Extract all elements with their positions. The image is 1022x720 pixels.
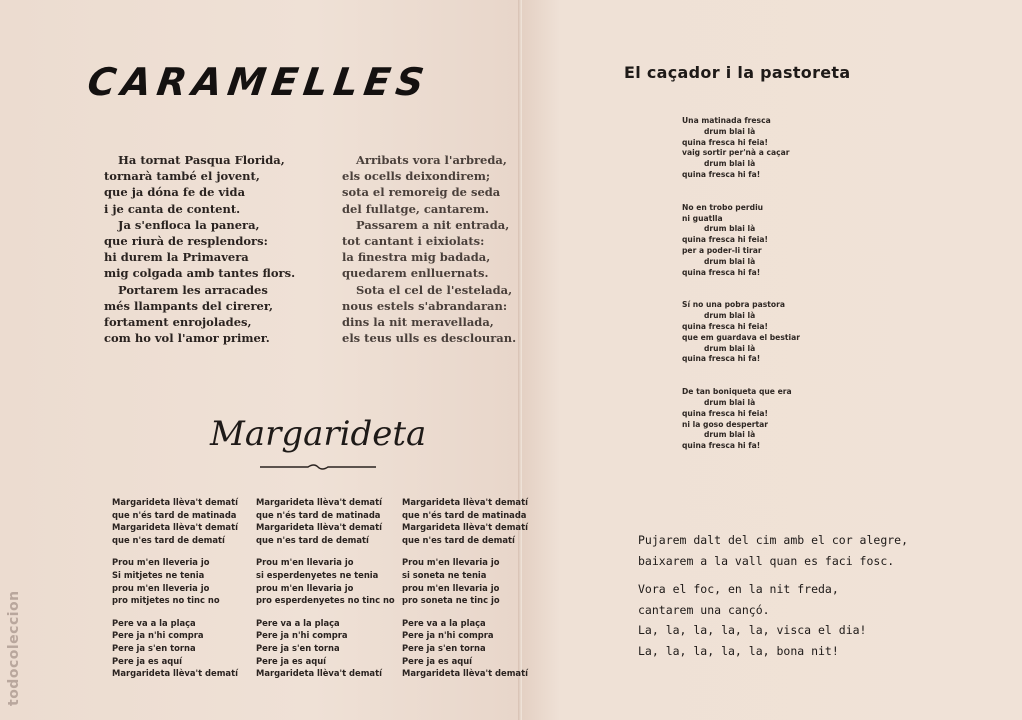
poem-line: Ja s'enfloca la panera, [118,217,260,232]
verse-line: Margarideta llèva't dematí [256,522,382,533]
verse-line: Pere ja s'en torna [402,642,486,653]
verse-line: cantarem una cançó. [638,602,770,617]
stanza [402,617,542,680]
verse-line: Margarideta llèva't dematí [112,497,238,507]
verse-line: Pere ja n'hi compra [112,630,204,641]
poem-line: que ja dóna fe de vida [104,185,246,200]
poem-line: més llampants del cirerer, [104,298,274,313]
stanza [682,116,882,181]
stanza [112,617,252,680]
poem-line: del fullatge, cantarem. [342,201,490,216]
verse-line: per a poder-li tirar [682,245,762,255]
verse-line: Pere va a la plaça [402,617,486,628]
verse-line: drum blai là [704,256,756,266]
verse-line: No en trobo perdiu [682,202,764,212]
verse-line: Pere ja es aquí [256,655,327,666]
verse-line: drum blai là [704,430,756,440]
verse-line: Margarideta llèva't dematí [112,522,238,533]
cacador-title: El caçador i la pastoreta [624,63,851,82]
verse-line: pro esperdenyetes no tinc no [256,595,395,606]
verse-line: quina fresca hi fa! [682,169,761,179]
verse-line: quina fresca hi feia! [682,137,768,147]
verse-line: Pere va a la plaça [256,617,340,628]
verse-line: quina fresca hi feia! [682,321,768,331]
verse-line: prou m'en llevaria jo [256,582,354,593]
verse-line: quina fresca hi fa! [682,267,761,277]
stanza [256,617,396,680]
verse-line: quina fresca hi feia! [682,408,768,418]
stanza [682,203,882,279]
verse-line: ni guatlla [682,213,723,223]
poem-line: quedarem enlluernats. [342,266,489,281]
poem-line: hi durem la Primavera [104,250,249,265]
verse-line: La, la, la, la, la, bona nit! [638,643,839,658]
stanza [112,496,252,546]
stanza [402,496,542,546]
margarideta-title: Margarideta [210,414,427,454]
typed-verse [638,530,978,669]
stanza [682,300,882,365]
poem-line: Ha tornat Pasqua Florida, [118,153,285,167]
verse-line: Margarideta llèva't dematí [402,668,528,679]
poem-line: com ho vol l'amor primer. [104,331,270,346]
poem-line: i je canta de content. [104,201,241,216]
verse-line: si soneta ne tenia [402,569,487,580]
verse-line: Margarideta llèva't dematí [256,497,382,507]
poem-line: que riurà de resplendors: [104,234,268,249]
stanza [256,556,396,606]
poem-line: els teus ulls es desclouran. [342,331,517,346]
verse-line: Pere ja s'en torna [256,642,340,653]
margarideta-column-3 [402,496,542,690]
verse-line: pro soneta ne tinc jo [402,595,500,606]
verse-line: drum blai là [704,397,756,407]
verse-line: quina fresca hi fa! [682,354,761,364]
verse-line: que n'es tard de dematí [402,534,515,545]
verse-line: La, la, la, la, la, visca el dia! [638,623,867,637]
verse-line: Si mitjetes ne tenia [112,569,205,580]
verse-line: prou m'en llevaria jo [402,582,500,593]
verse-line: Pere ja es aquí [112,655,183,666]
verse-line: baixarem a la vall quan es faci fosc. [638,553,895,568]
verse-line: quina fresca hi feia! [682,235,768,245]
poem-line: tornarà també el jovent, [104,169,260,184]
verse-line: drum blai là [704,126,756,136]
verse-line: drum blai là [704,159,756,169]
verse-line: drum blai là [704,343,756,353]
verse-line: Pere ja s'en torna [112,642,196,653]
verse-line: quina fresca hi fa! [682,441,761,451]
poem-line: Sota el cel de l'estelada, [356,282,513,297]
verse-line: Pere ja n'hi compra [402,630,494,641]
poem-line: Arribats vora l'arbreda, [356,153,507,167]
verse-line: Pere ja n'hi compra [256,630,348,641]
poem-line: Portarem les arracades [118,282,268,297]
poem-line: mig colgada amb tantes flors. [104,266,296,281]
verse-line: Prou m'en lleveria jo [112,557,210,568]
verse-line: Sí no una pobra pastora [682,300,785,310]
stanza [638,530,978,571]
verse-line: ni la goso despertar [682,419,768,429]
verse-line: si esperdenyetes ne tenia [256,569,379,580]
stanza [682,387,882,452]
verse-line: Una matinada fresca [682,116,771,125]
stanza [402,556,542,606]
verse-line: drum blai là [704,224,756,234]
poem-right-column [342,152,522,346]
verse-line: que n'és tard de matinada [402,509,527,520]
poem-line: la finestra mig badada, [342,250,491,265]
verse-line: Pujarem dalt del cim amb el cor alegre, [638,533,909,547]
stanza [638,579,978,661]
stanza [112,556,252,606]
poem-line: fortament enrojolades, [104,315,252,330]
verse-line: Prou m'en llevaria jo [402,557,500,568]
poem-line: els ocells deixondirem; [342,169,491,184]
verse-line: drum blai là [704,311,756,321]
verse-line: Margarideta llèva't dematí [256,668,382,679]
verse-line: que n'es tard de dematí [256,534,369,545]
verse-line: Vora el foc, en la nit freda, [638,582,839,596]
verse-line: que n'és tard de matinada [112,509,237,520]
verse-line: prou m'en lleveria jo [112,582,210,593]
poem-left-column [104,152,304,346]
poem-line: sota el remoreig de seda [342,185,501,200]
verse-line: que n'es tard de dematí [112,534,225,545]
verse-line: Pere va a la plaça [112,617,196,628]
verse-line: vaig sortir per'nà a caçar [682,148,790,158]
verse-line: que n'és tard de matinada [256,509,381,520]
poem-line: nous estels s'abrandaran: [342,298,508,313]
verse-line: De tan boniqueta que era [682,387,792,397]
verse-line: que em guardava el bestiar [682,332,800,342]
verse-line: Prou m'en llevaria jo [256,557,354,568]
margarideta-column-2 [256,496,396,690]
poem-line: Passarem a nit entrada, [356,217,510,232]
caramelles-title: CARAMELLES [84,60,433,104]
verse-line: Margarideta llèva't dematí [112,668,238,679]
stanza [256,496,396,546]
verse-line: Margarideta llèva't dematí [402,497,528,507]
verse-line: Pere ja es aquí [402,655,473,666]
watermark [4,540,22,710]
poem-line: tot cantant i eixiolats: [342,234,485,249]
title-ornament [258,463,378,471]
verse-line: Margarideta llèva't dematí [402,522,528,533]
cacador-song [682,116,882,474]
poem-line: dins la nit meravellada, [342,315,494,330]
verse-line: pro mitjetes no tinc no [112,595,220,606]
margarideta-column-1 [112,496,252,690]
watermark-text: todocoleccion [6,590,22,706]
